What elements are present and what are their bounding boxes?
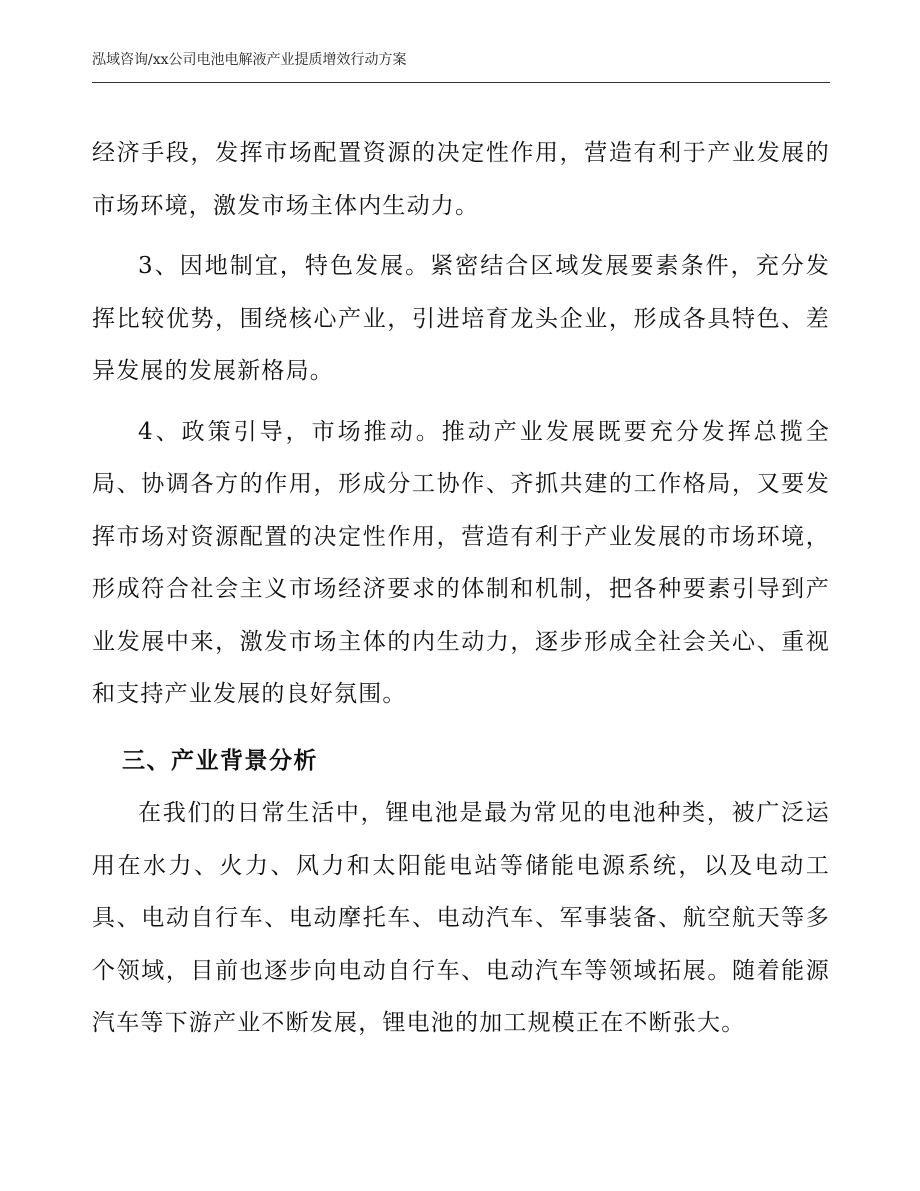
paragraph-background: 在我们的日常生活中，锂电池是最为常见的电池种类，被广泛运用在水力、火力、风力和太阳能电站等储能电源系统，以及电动工具、电动自行车、电动摩托车、电动汽车、军事装备、航空航天等多个领域，目前也逐步向电动自行车、电动汽车等领域拓展。随着能源汽车等下游产业不断发展，锂电池的加工规模正在不断张大。 xyxy=(92,800,830,1036)
section-heading: 三、产业背景分析 xyxy=(122,747,318,774)
paragraph-continuation: 经济手段，发挥市场配置资源的决定性作用，营造有利于产业发展的市场环境，激发市场主体内生动力。 xyxy=(92,140,830,219)
paragraph-principle-4: 4、政策引导，市场推动。推动产业发展既要充分发挥总揽全局、协调各方的作用，形成分工协作、齐抓共建的工作格局，又要发挥市场对资源配置的决定性作用，营造有利于产业发展的市场环境，形成符合社会主义市场经济要求的体制和机制，把各种要素引导到产业发展中来，激发市场主体的内生动力，逐步形成全社会关心、重视和支持产业发展的良好氛围。 xyxy=(92,418,830,707)
page-header: 泓域咨询/xx公司电池电解液产业提质增效行动方案 xyxy=(92,52,407,68)
header-divider xyxy=(92,82,830,83)
document-body xyxy=(92,127,830,1050)
paragraph-principle-3: 3、因地制宜，特色发展。紧密结合区域发展要素条件，充分发挥比较优势，围绕核心产业，引进培育龙头企业，形成各具特色、差异发展的发展新格局。 xyxy=(92,253,830,384)
